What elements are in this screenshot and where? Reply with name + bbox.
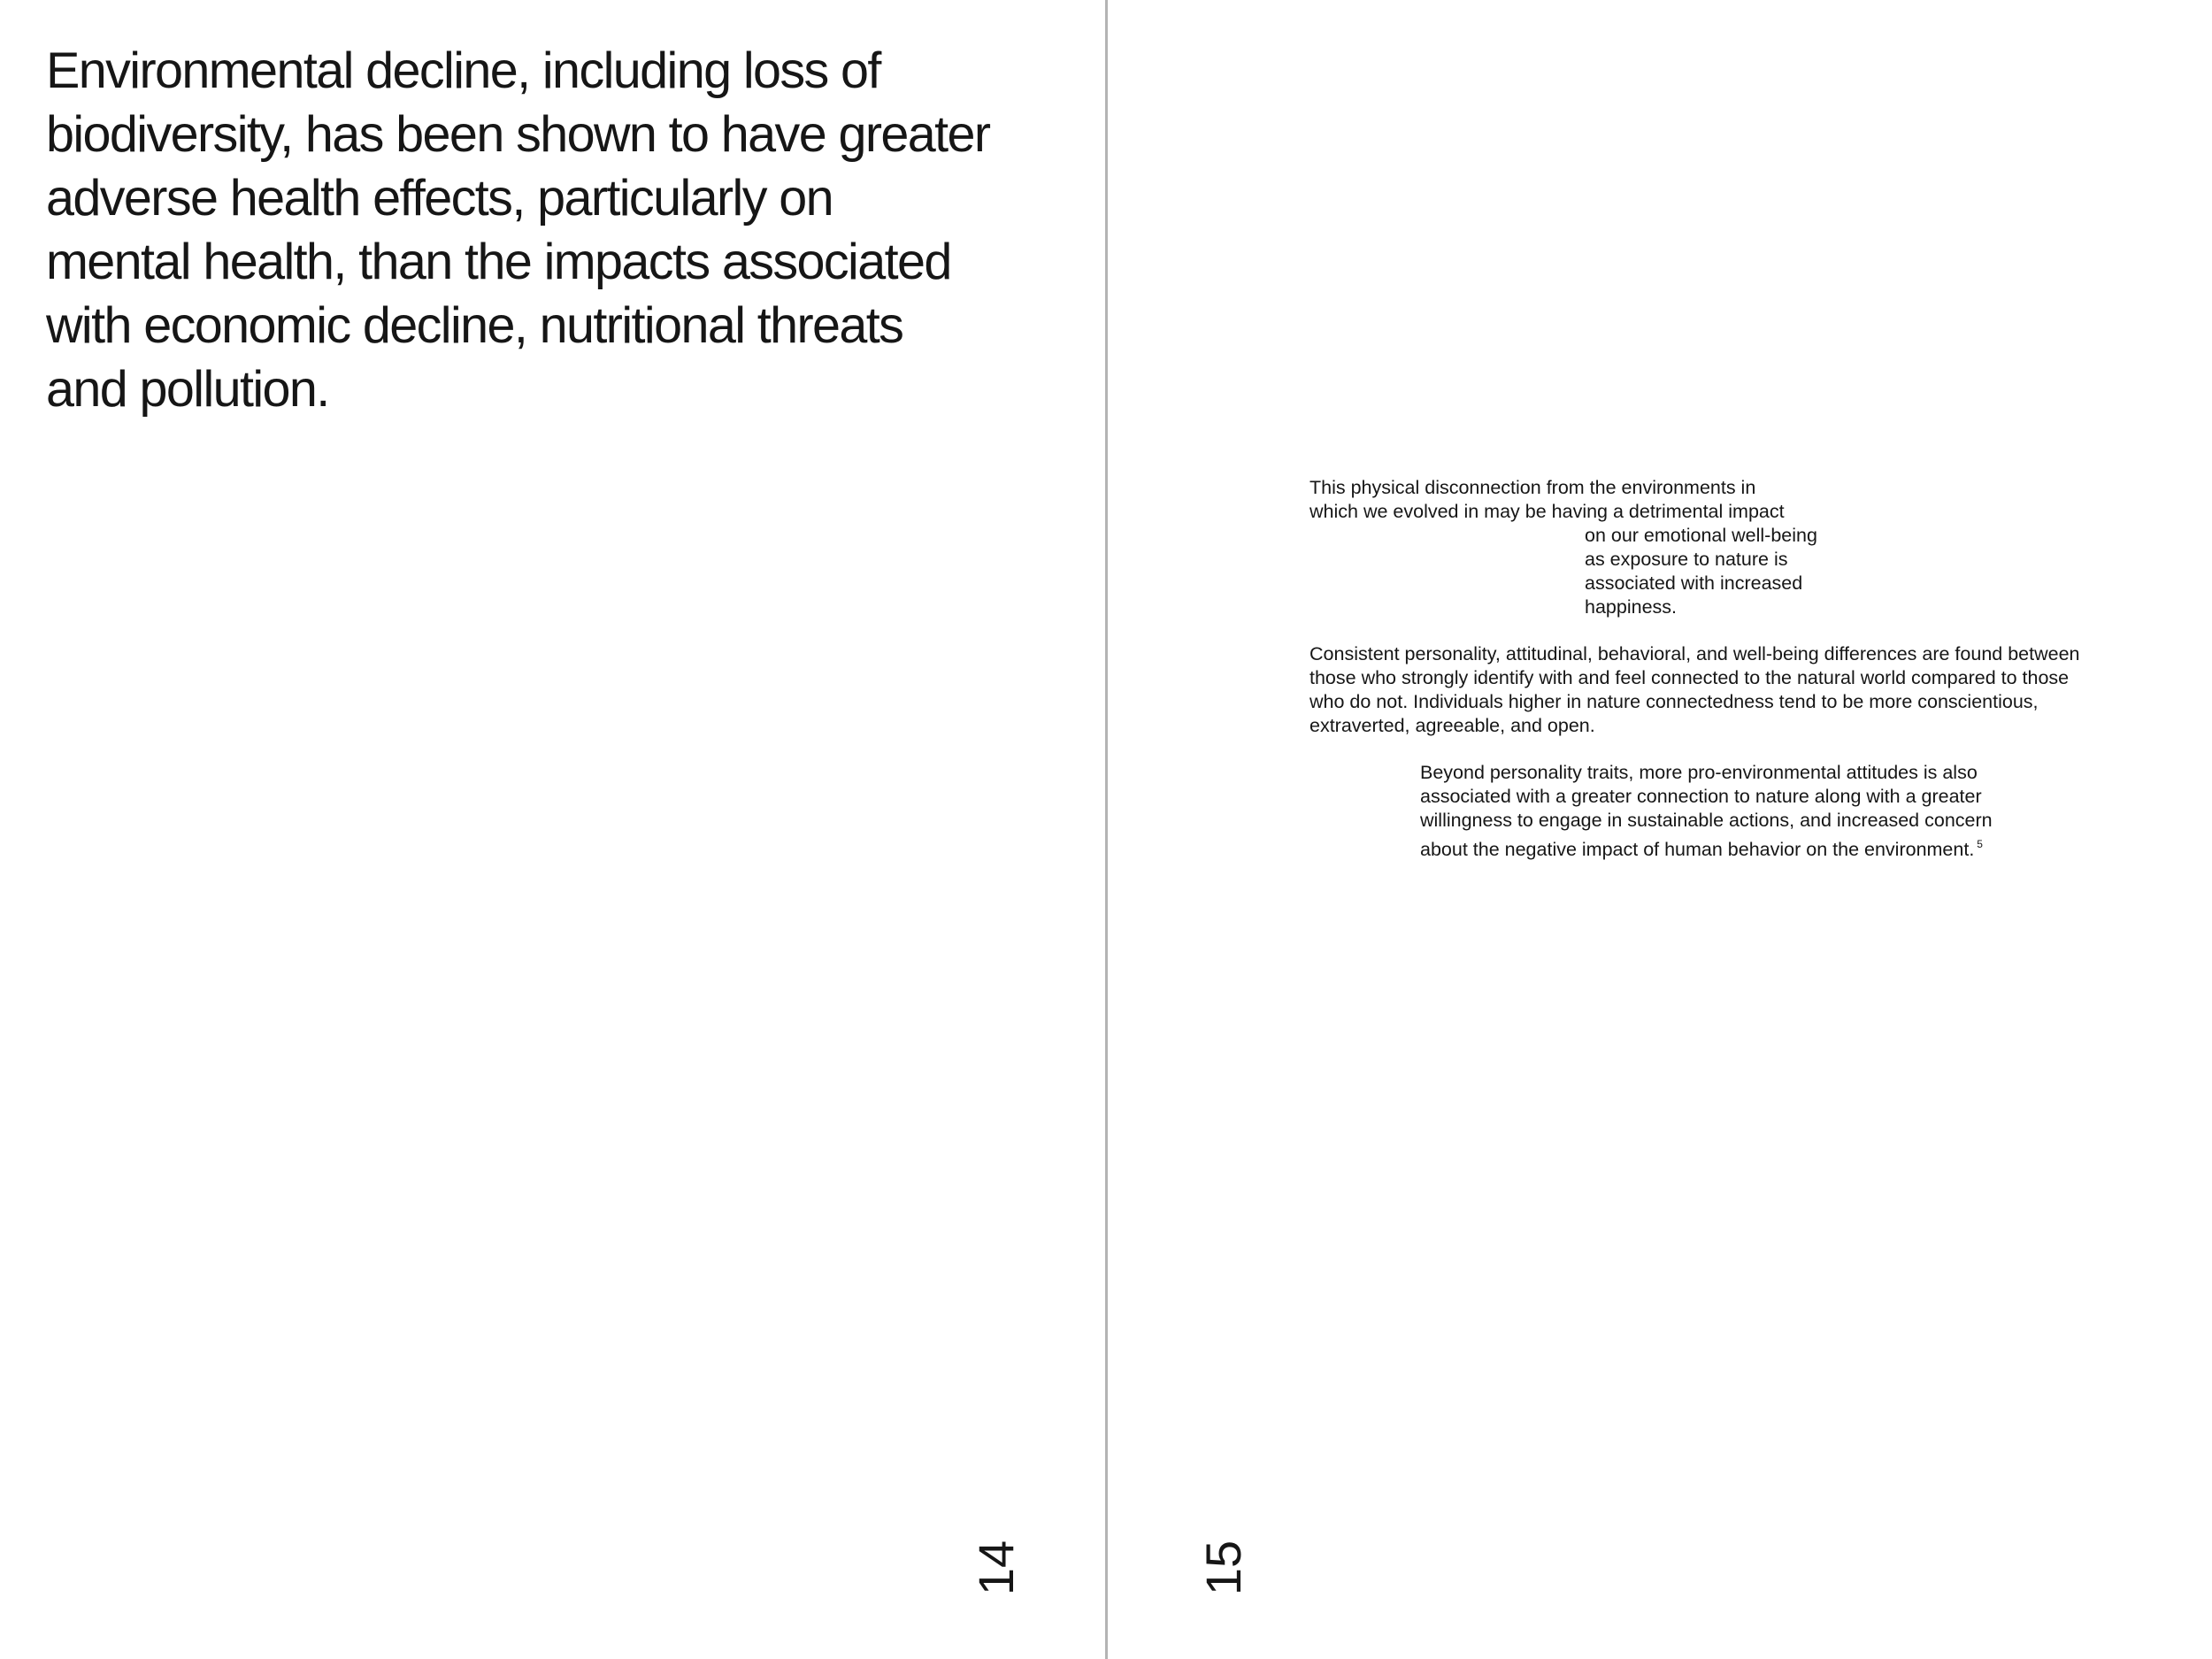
paragraph-line: happiness. — [1585, 596, 1677, 618]
paragraph-line: those who strongly identify with and feel connected to the natural world compared to those — [1310, 667, 2070, 688]
paragraph-line: extraverted, agreeable, and open. — [1310, 715, 1595, 736]
paragraph-line: Beyond personality traits, more pro-environmental attitudes is also — [1420, 762, 1978, 783]
pull-quote-line: mental health, than the impacts associated — [46, 234, 951, 290]
paragraph-line: associated with increased — [1585, 572, 1803, 594]
paragraph-line-text: about the negative impact of human behavior on the environment. — [1420, 839, 1975, 860]
paragraph-pro-environmental — [1420, 761, 2128, 862]
pull-quote-line: with economic decline, nutritional threats — [46, 297, 903, 354]
pull-quote — [46, 39, 1037, 421]
paragraph-line: which we evolved in may be having a detrimental impact — [1310, 501, 1785, 522]
pull-quote-line: biodiversity, has been shown to have greater — [46, 106, 990, 163]
pull-quote-line: adverse health effects, particularly on — [46, 170, 833, 227]
paragraph-disconnection — [1310, 476, 2194, 619]
paragraph-line: Consistent personality, attitudinal, behavioral, and well-being differences are found between — [1310, 643, 2080, 664]
page-number-right: 15 — [1195, 1540, 1252, 1596]
paragraph-line: who do not. Individuals higher in nature connectedness tend to be more conscientious, — [1310, 691, 2039, 712]
pull-quote-line: Environmental decline, including loss of — [46, 42, 880, 99]
pull-quote-line: and pollution. — [46, 361, 329, 418]
paragraph-line: This physical disconnection from the environments in — [1310, 477, 1756, 498]
paragraph-line: as exposure to nature is — [1585, 549, 1788, 570]
paragraph-line: on our emotional well-being — [1585, 525, 1817, 546]
footnote-marker: 5 — [1977, 838, 1983, 850]
paragraph-line: associated with a greater connection to nature along with a greater — [1420, 786, 1982, 807]
paragraph-personality-differences — [1310, 642, 2194, 738]
right-page — [1108, 0, 2212, 1659]
page-number-left: 14 — [968, 1540, 1025, 1596]
paragraph-line: willingness to engage in sustainable actions, and increased concern — [1420, 810, 1993, 831]
left-page — [0, 0, 1105, 1659]
paragraph-line-last — [1420, 833, 2128, 862]
